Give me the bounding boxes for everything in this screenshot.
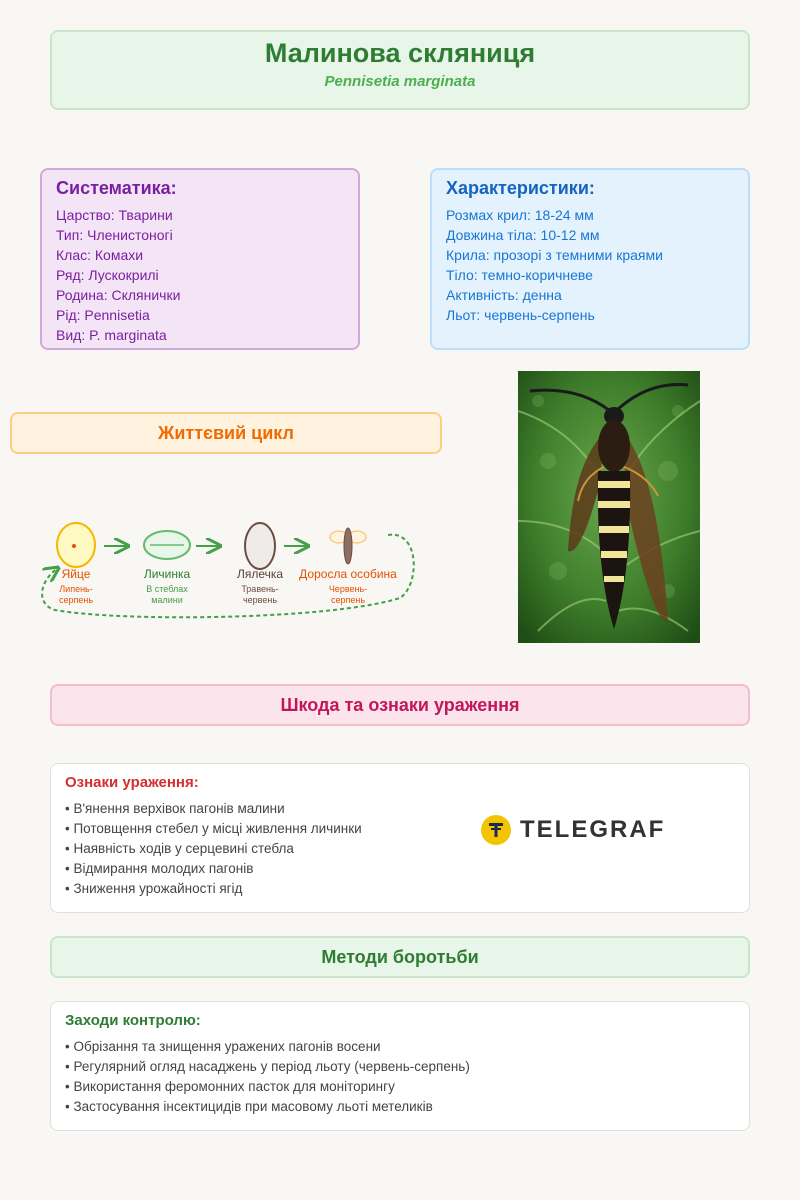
stage-note-larva-1: В стеблах — [146, 584, 188, 594]
taxonomy-heading: Систематика: — [56, 178, 177, 198]
stage-name-egg: Яйце — [61, 567, 91, 581]
taxonomy-line-order: Ряд: Лускокрилі — [56, 267, 159, 283]
characteristics-heading: Характеристики: — [446, 178, 595, 198]
damage-signs-heading: Ознаки ураження: — [65, 774, 199, 791]
damage-item: • Потовщення стебел у місці живлення личинки — [65, 821, 362, 836]
stage-note-pupa-2: червень — [242, 595, 278, 605]
stage-note-adult-1: Червень- — [328, 584, 368, 594]
taxonomy-line-class: Клас: Комахи — [56, 247, 144, 263]
taxonomy-line-species: Вид: P. marginata — [56, 327, 167, 343]
damage-item: • Наявність ходів у серцевині стебла — [65, 841, 294, 856]
taxonomy-line-family: Родина: Склянички — [56, 287, 181, 303]
stage-note-pupa-1: Травень- — [241, 584, 279, 594]
trait-flight: Льот: червень-серпень — [446, 307, 595, 323]
stage-name-pupa: Лялечка — [236, 567, 284, 581]
control-measures-heading: Заходи контролю: — [65, 1012, 201, 1029]
damage-item: • В'янення верхівок пагонів малини — [65, 801, 285, 816]
taxonomy-line-phylum: Тип: Членистоногі — [56, 227, 173, 243]
lifecycle-diagram — [0, 500, 440, 630]
stage-larva — [144, 531, 191, 605]
characteristics-card — [430, 168, 750, 350]
control-item: • Використання феромонних пасток для моніторингу — [65, 1079, 395, 1094]
control-heading: Методи боротьби — [50, 936, 750, 978]
lifecycle-heading: Життєвий цикл — [10, 412, 442, 454]
control-measures-card — [50, 1001, 750, 1131]
moth-photo — [518, 371, 700, 643]
pupa-icon — [245, 523, 275, 569]
stage-note-egg-1: Липень- — [59, 584, 93, 594]
trait-wings: Крила: прозорі з темними краями — [446, 247, 663, 263]
telegraf-logo-icon — [480, 814, 512, 846]
damage-item: • Зниження урожайності ягід — [65, 881, 243, 896]
taxonomy-line-kingdom: Царство: Тварини — [56, 207, 173, 223]
trait-body: Тіло: темно-коричневе — [446, 267, 593, 283]
damage-item: • Відмирання молодих пагонів — [65, 861, 254, 876]
taxonomy-line-genus: Рід: Pennisetia — [56, 307, 150, 323]
stage-note-egg-2: серпень — [58, 595, 94, 605]
control-item: • Регулярний огляд насаджень у період льоту (червень-серпень) — [65, 1059, 470, 1074]
stage-name-adult: Доросла особина — [299, 567, 397, 581]
stage-note-larva-2: малини — [151, 595, 183, 605]
stage-egg — [57, 523, 95, 605]
control-item: • Обрізання та знищення уражених пагонів восени — [65, 1039, 381, 1054]
telegraf-logo — [480, 812, 665, 848]
damage-heading: Шкода та ознаки ураження — [50, 684, 750, 726]
stage-name-larva: Личинка — [143, 567, 191, 581]
trait-wingspan: Розмах крил: 18-24 мм — [446, 207, 594, 223]
control-item: • Застосування інсектицидів при масовому льоті метеликів — [65, 1099, 433, 1114]
latin-name: Pennisetia marginata — [324, 73, 476, 90]
taxonomy-card — [40, 168, 360, 350]
page-title: Малинова скляниця — [264, 38, 536, 68]
trait-activity: Активність: денна — [446, 287, 562, 303]
stage-pupa — [237, 523, 283, 605]
title-banner — [50, 30, 750, 110]
telegraf-logo-text: TELEGRAF — [520, 816, 666, 843]
stage-adult — [299, 528, 397, 605]
trait-body-length: Довжина тіла: 10-12 мм — [446, 227, 600, 243]
stage-note-adult-2: серпень — [330, 595, 366, 605]
egg-icon — [57, 523, 95, 567]
moth-icon — [330, 528, 366, 564]
